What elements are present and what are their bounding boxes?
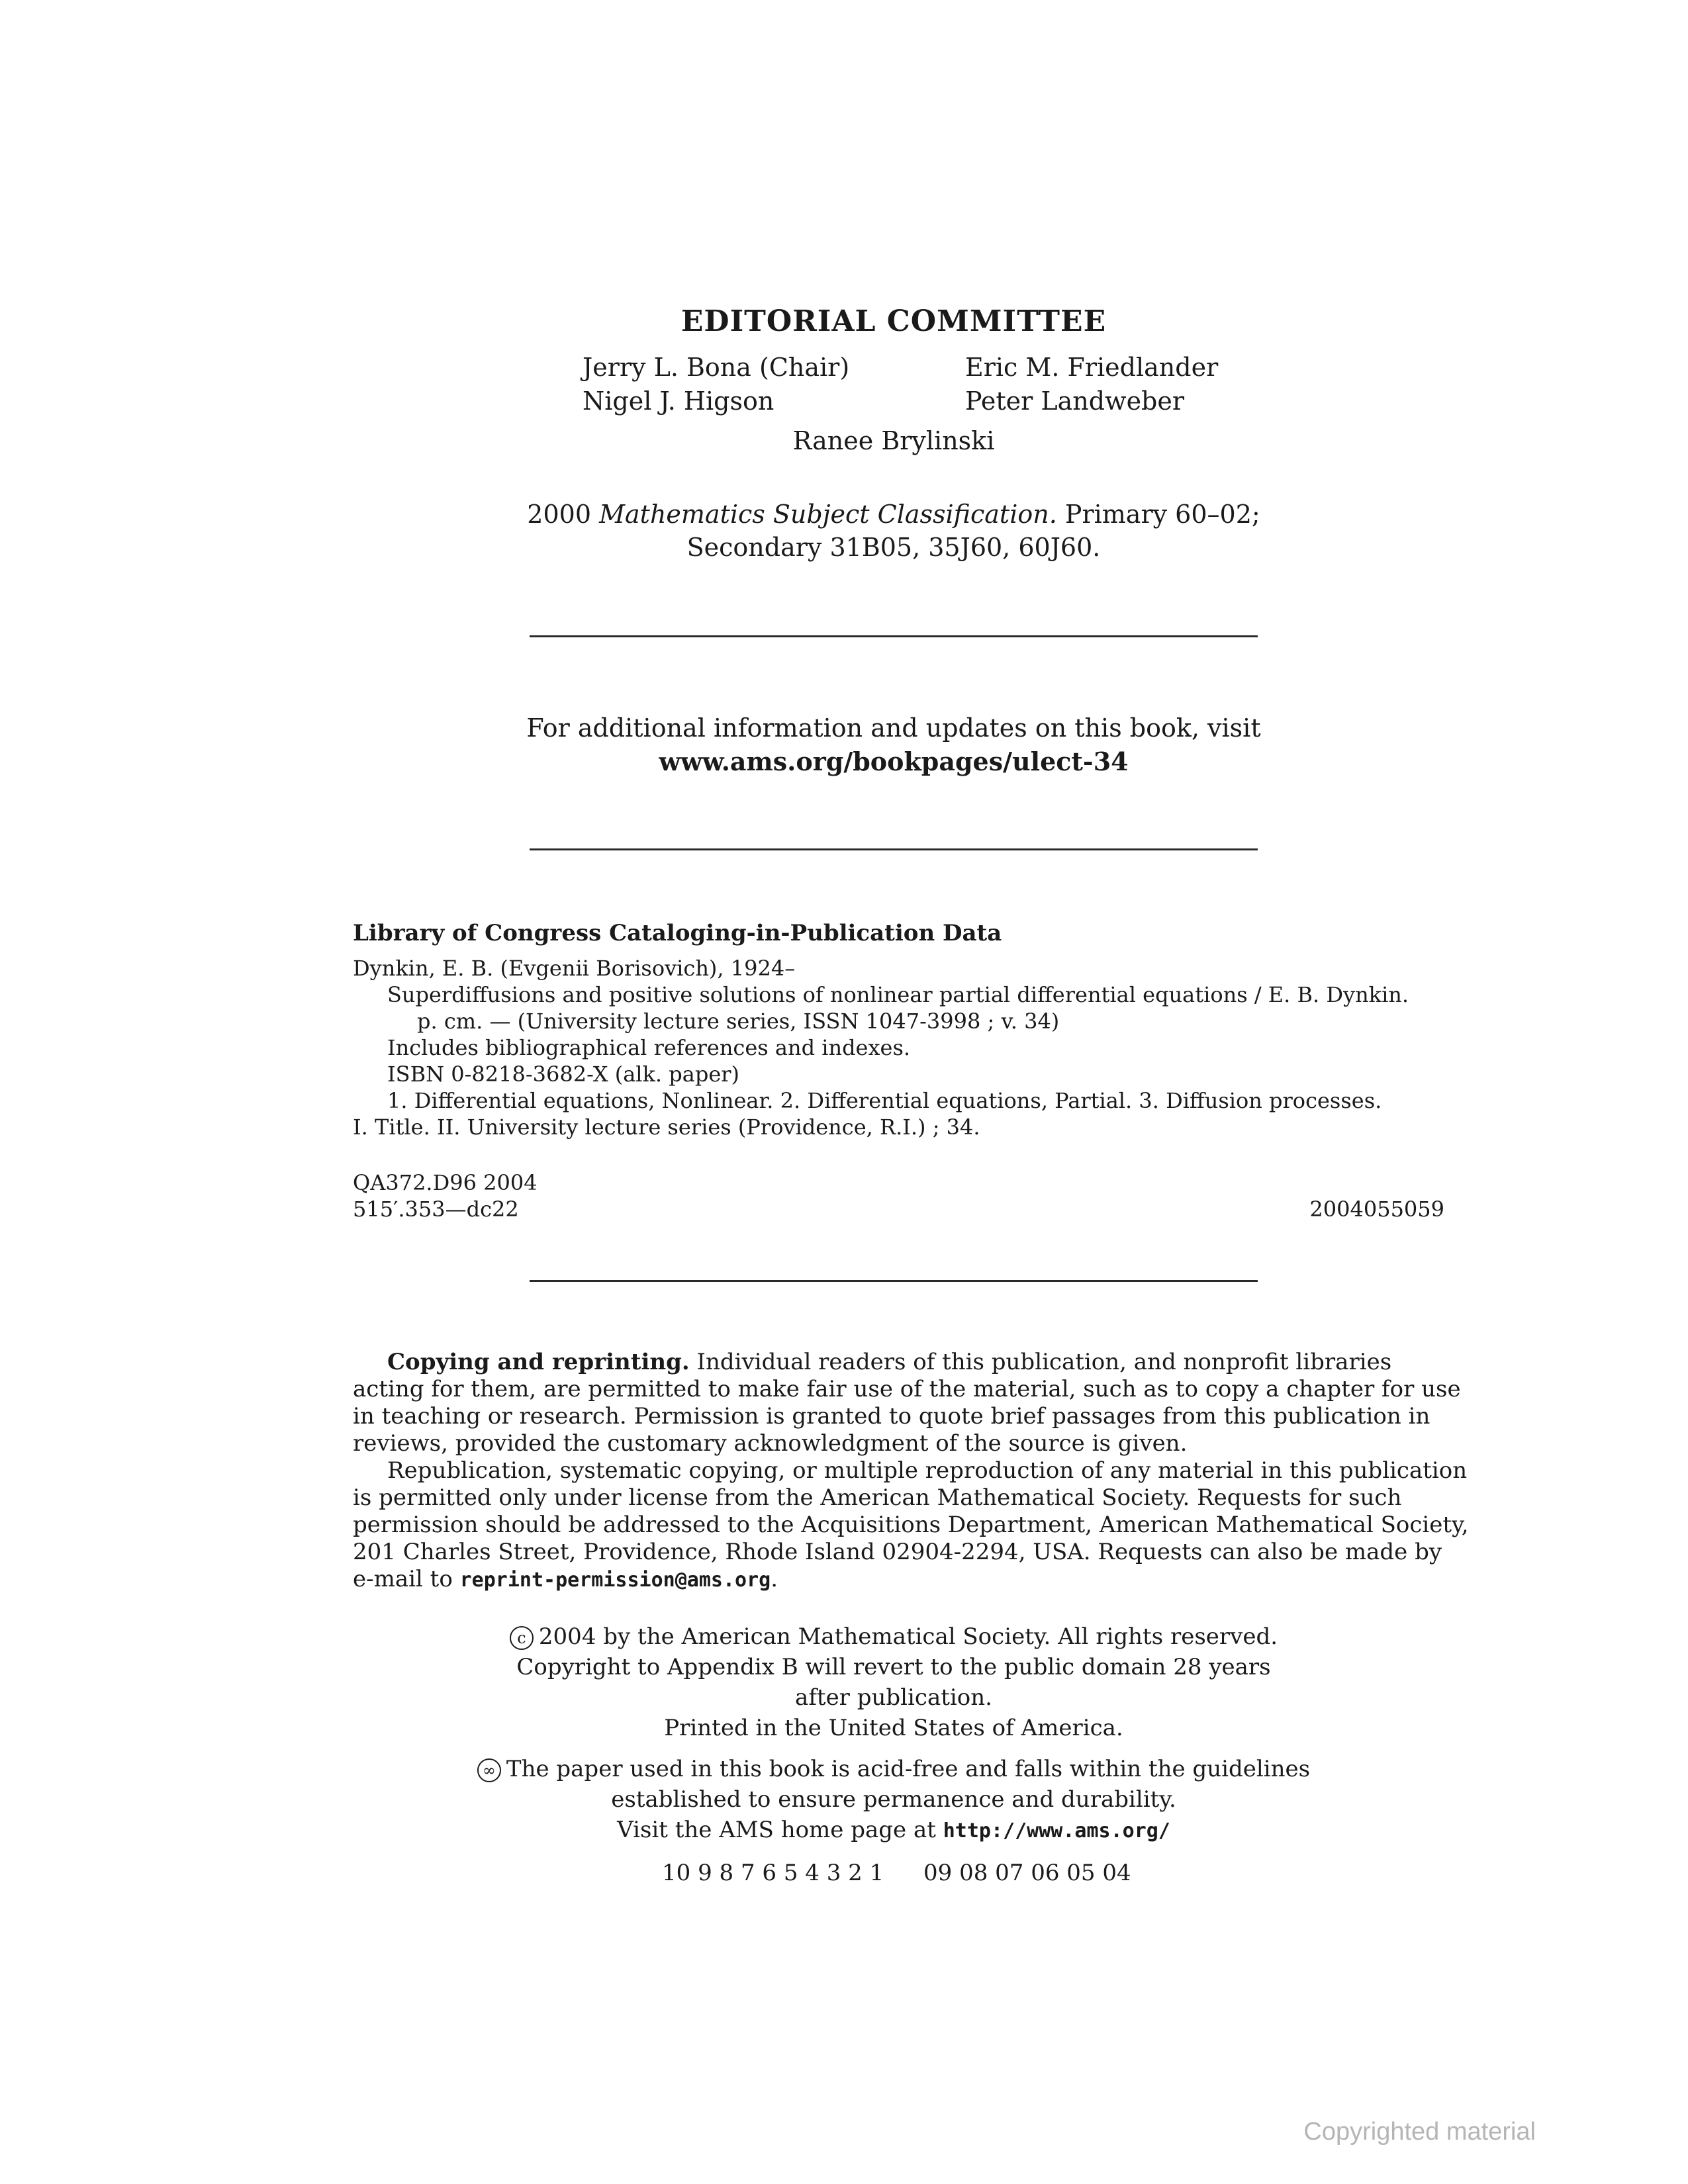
editorial-committee-title: EDITORIAL COMMITTEE	[680, 304, 1107, 338]
committee-member: Peter Landweber	[965, 387, 1185, 416]
cip-series: p. cm. — (University lecture series, ISSN 1047-3998 ; v. 34)	[417, 1009, 1060, 1034]
copying-line	[387, 1349, 1391, 1375]
printing-years: 09 08 07 06 05 04	[923, 1860, 1131, 1886]
cip-call-number: QA372.D96 2004	[353, 1170, 538, 1195]
printed-in-line: Printed in the United States of America.	[664, 1715, 1123, 1741]
copying-line: acting for them, are permitted to make fair use of the material, such as to copy a chapter for use	[353, 1376, 1461, 1402]
divider	[530, 1280, 1258, 1282]
ams-homepage-link[interactable]: http://www.ams.org/	[943, 1819, 1170, 1843]
paper-text: The paper used in this book is acid-free and falls within the guidelines	[506, 1756, 1311, 1782]
republication-line: Republication, systematic copying, or multiple reproduction of any material in this publication	[387, 1457, 1468, 1484]
cip-lccn: 2004055059	[1309, 1197, 1444, 1222]
email-suffix: .	[771, 1566, 778, 1592]
cip-title-series: I. Title. II. University lecture series (Providence, R.I.) ; 34.	[353, 1115, 980, 1140]
copying-line: reviews, provided the customary acknowledgment of the source is given.	[353, 1430, 1188, 1457]
copying-heading: Copying and reprinting.	[387, 1349, 690, 1375]
republication-line: 201 Charles Street, Providence, Rhode Island 02904-2294, USA. Requests can also be made by	[353, 1539, 1442, 1565]
permission-email-link[interactable]: reprint-permission@ams.org	[459, 1569, 771, 1592]
committee-member: Eric M. Friedlander	[965, 353, 1219, 382]
divider	[530, 848, 1258, 850]
copyright-icon: c	[510, 1626, 534, 1650]
msc-label: Mathematics Subject Classification.	[599, 500, 1057, 529]
copyrighted-material-watermark: Copyrighted material	[1303, 2118, 1536, 2146]
homepage-prefix: Visit the AMS home page at	[617, 1817, 936, 1843]
cip-subjects: 1. Differential equations, Nonlinear. 2. Differential equations, Partial. 3. Diffusion processes.	[387, 1088, 1382, 1113]
ams-homepage-line	[0, 1817, 1688, 1843]
subject-classification-line	[0, 500, 1688, 529]
email-line	[353, 1566, 778, 1592]
republication-line: permission should be addressed to the Acquisitions Department, American Mathematical Society,	[353, 1512, 1469, 1538]
copyright-text: 2004 by the American Mathematical Society. All rights reserved.	[538, 1623, 1278, 1650]
cip-bibliography: Includes bibliographical references and indexes.	[387, 1035, 911, 1060]
republication-line: is permitted only under license from the American Mathematical Society. Requests for such	[353, 1484, 1402, 1511]
cip-isbn: ISBN 0-8218-3682-X (alk. paper)	[387, 1062, 740, 1087]
cip-heading: Library of Congress Cataloging-in-Publication Data	[353, 920, 1002, 946]
msc-secondary: Secondary 31B05, 35J60, 60J60.	[686, 533, 1101, 562]
committee-member: Nigel J. Higson	[583, 387, 774, 416]
paper-line	[0, 1756, 1688, 1782]
copyright-appendix-line: Copyright to Appendix B will revert to the public domain 28 years	[516, 1654, 1271, 1680]
email-prefix: e-mail to	[353, 1566, 453, 1592]
paper-line: established to ensure permanence and durability.	[611, 1786, 1176, 1813]
msc-primary: Primary 60–02;	[1064, 500, 1260, 529]
copying-text: Individual readers of this publication, and nonprofit libraries	[696, 1349, 1392, 1375]
copyright-line	[0, 1623, 1688, 1650]
cip-title: Superdiffusions and positive solutions of nonlinear partial differential equations / E. B. Dynkin.	[387, 982, 1409, 1007]
book-page-url[interactable]: www.ams.org/bookpages/ulect-34	[659, 747, 1129, 776]
divider	[530, 635, 1258, 637]
cip-dewey: 515′.353—dc22	[353, 1197, 519, 1222]
additional-info-text: For additional information and updates on this book, visit	[526, 713, 1261, 743]
committee-member: Ranee Brylinski	[792, 426, 995, 455]
cip-author: Dynkin, E. B. (Evgenii Borisovich), 1924–	[353, 956, 796, 981]
infinity-paper-icon: ∞	[477, 1758, 501, 1782]
printing-numbers: 10 9 8 7 6 5 4 3 2 1	[662, 1860, 884, 1886]
msc-year: 2000	[527, 500, 592, 529]
copyright-appendix-line: after publication.	[795, 1684, 992, 1711]
copying-line: in teaching or research. Permission is granted to quote brief passages from this publication in	[353, 1403, 1430, 1430]
committee-member: Jerry L. Bona (Chair)	[583, 353, 850, 382]
